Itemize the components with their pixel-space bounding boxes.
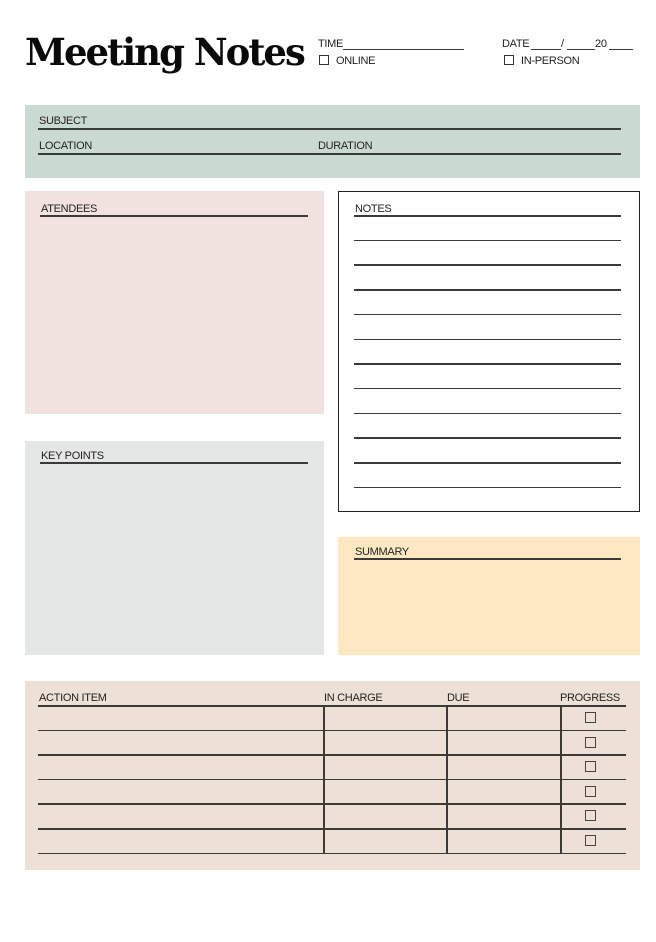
year-prefix: 20	[595, 38, 607, 50]
date-month-field[interactable]	[531, 49, 561, 50]
progress-checkbox[interactable]	[585, 835, 596, 846]
in-person-option[interactable]	[504, 55, 579, 67]
notes-line[interactable]	[354, 339, 621, 341]
summary-underline	[354, 558, 621, 560]
column-divider	[323, 705, 325, 853]
table-row-line	[38, 853, 626, 855]
time-field[interactable]	[343, 49, 464, 50]
attendees-label: ATENDEES	[41, 203, 98, 215]
in-person-label: IN-PERSON	[521, 55, 580, 67]
progress-checkbox[interactable]	[585, 737, 596, 748]
online-option[interactable]	[319, 55, 375, 67]
progress-checkbox[interactable]	[585, 810, 596, 821]
column-in-charge: IN CHARGE	[324, 692, 383, 704]
online-checkbox[interactable]	[319, 55, 329, 65]
location-label: LOCATION	[39, 140, 93, 152]
page-title: Meeting Notes	[25, 30, 304, 74]
time-label: TIME	[318, 38, 344, 50]
in-person-checkbox[interactable]	[504, 55, 514, 65]
table-row-line	[38, 730, 626, 732]
notes-line[interactable]	[354, 413, 621, 415]
notes-line[interactable]	[354, 289, 621, 291]
key-points-section	[25, 441, 324, 655]
table-row-line	[38, 828, 626, 830]
notes-line[interactable]	[354, 314, 621, 316]
table-row-line	[38, 779, 626, 781]
date-year-field[interactable]	[609, 49, 633, 50]
attendees-underline	[40, 215, 308, 217]
notes-line[interactable]	[354, 462, 621, 464]
progress-checkbox[interactable]	[585, 786, 596, 797]
notes-label: NOTES	[355, 203, 392, 215]
location-duration-field[interactable]	[38, 153, 621, 155]
summary-label: SUMMARY	[355, 546, 409, 558]
key-points-label: KEY POINTS	[41, 450, 104, 462]
date-day-field[interactable]	[567, 49, 595, 50]
column-progress: PROGRESS	[560, 692, 620, 704]
table-row-line	[38, 754, 626, 756]
notes-line[interactable]	[354, 264, 621, 266]
action-items-section	[25, 681, 640, 870]
date-separator: /	[561, 38, 564, 50]
column-divider	[446, 705, 448, 853]
progress-checkbox[interactable]	[585, 712, 596, 723]
column-due: DUE	[447, 692, 470, 704]
progress-checkbox[interactable]	[585, 761, 596, 772]
table-row-line	[38, 803, 626, 805]
subject-label: SUBJECT	[39, 115, 88, 127]
key-points-underline	[40, 462, 308, 464]
notes-line[interactable]	[354, 363, 621, 365]
attendees-section	[25, 191, 324, 414]
subject-field[interactable]	[38, 128, 621, 130]
date-label: DATE	[502, 38, 530, 50]
notes-line[interactable]	[354, 388, 621, 390]
duration-label: DURATION	[318, 140, 373, 152]
online-label: ONLINE	[336, 55, 376, 67]
column-divider	[560, 705, 562, 853]
notes-underline	[354, 215, 621, 217]
notes-line[interactable]	[354, 437, 621, 439]
column-action-item: ACTION ITEM	[39, 692, 107, 704]
notes-line[interactable]	[354, 240, 621, 242]
table-row-line	[38, 705, 626, 707]
notes-line[interactable]	[354, 487, 621, 489]
